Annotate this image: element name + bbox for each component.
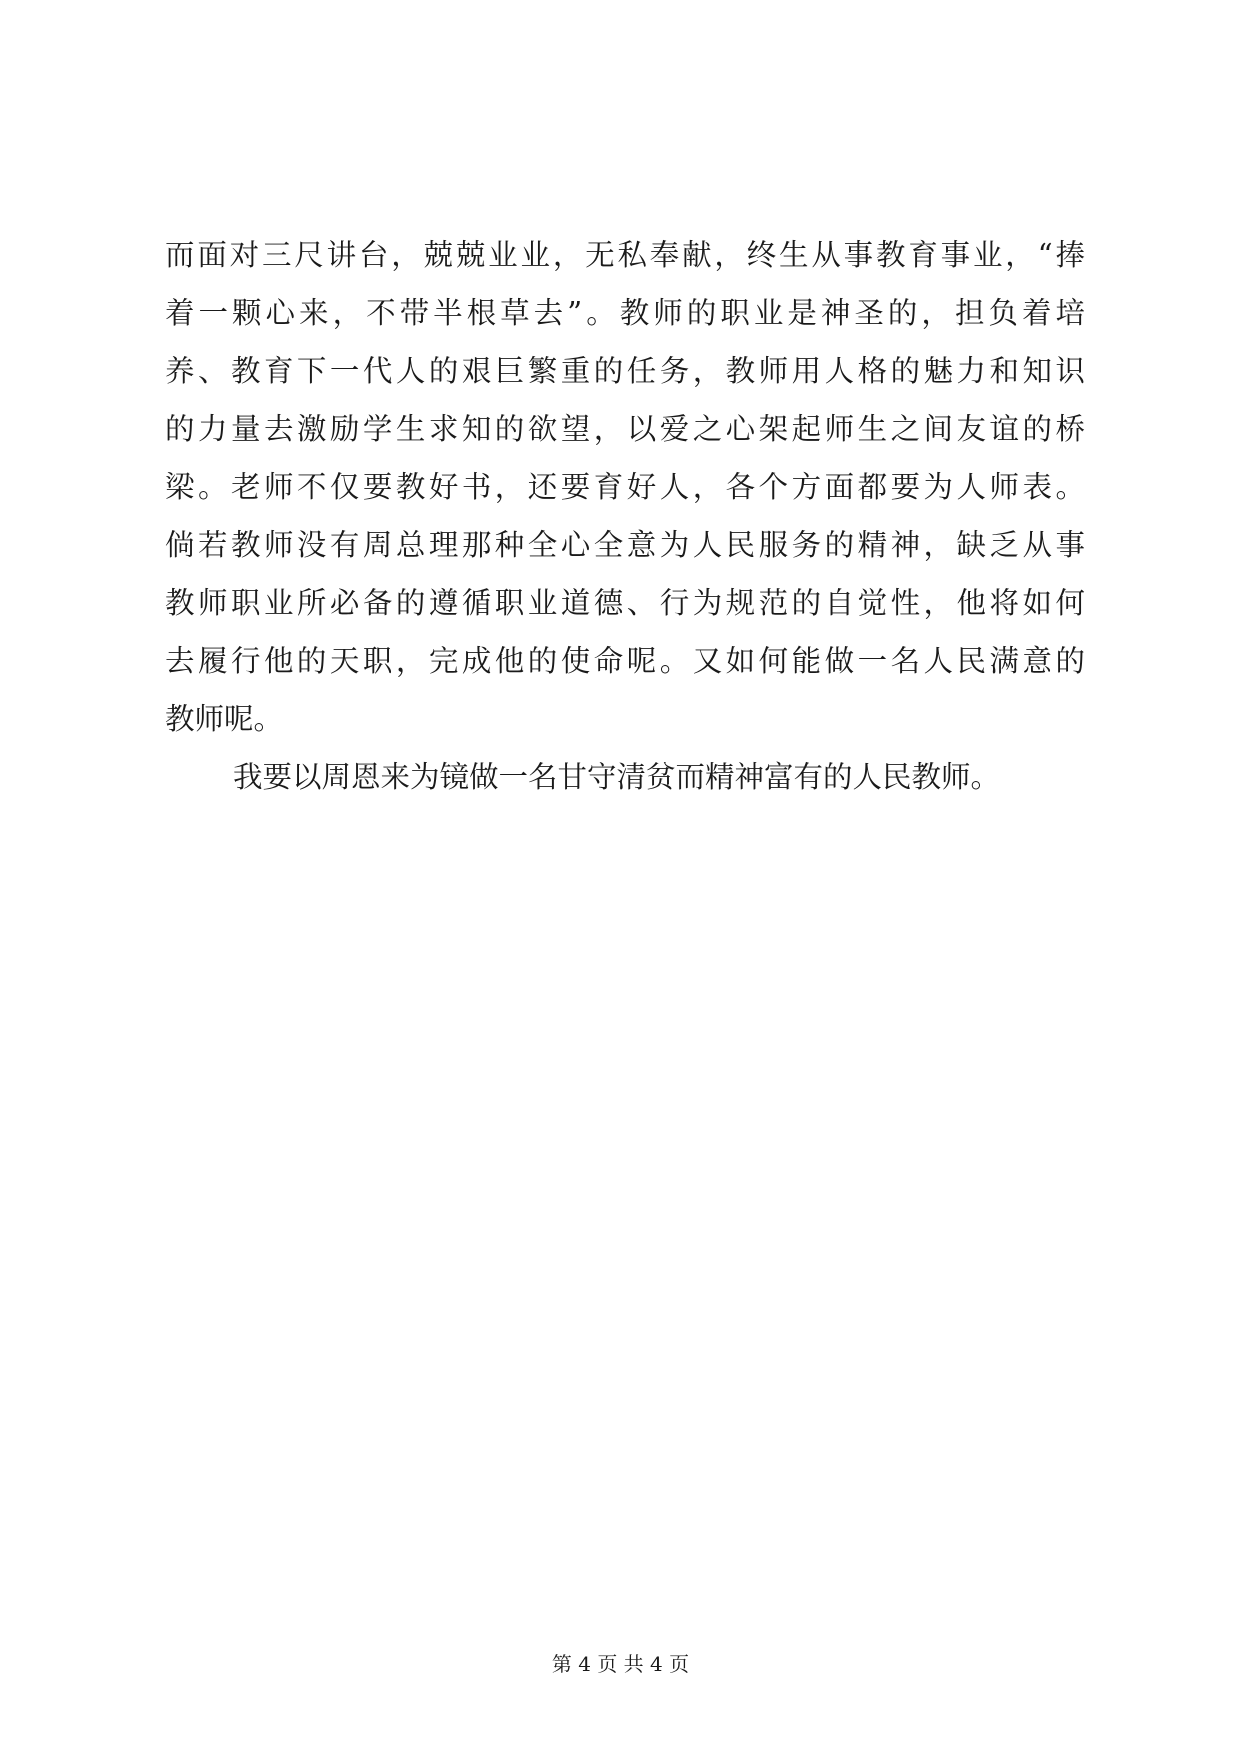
text-line: 养、教育下一代人的艰巨繁重的任务，教师用人格的魅力和知识 <box>165 354 1085 388</box>
text-line: 教师职业所必备的遵循职业道德、行为规范的自觉性，他将如何 <box>165 586 1085 620</box>
text-line: 梁。老师不仅要教好书，还要育好人，各个方面都要为人师表。 <box>165 470 1085 504</box>
text-line: 的力量去激励学生求知的欲望，以爱之心架起师生之间友谊的桥 <box>165 412 1085 446</box>
text-line: 我要以周恩来为镜做一名甘守清贫而精神富有的人民教师。 <box>233 760 1001 794</box>
text-line: 着一颗心来，不带半根草去”。教师的职业是神圣的，担负着培 <box>165 296 1085 330</box>
text-line: 教师呢。 <box>165 702 284 736</box>
paragraph-1 <box>165 226 1085 748</box>
paragraph-2 <box>165 748 1085 806</box>
body-text <box>165 226 1085 806</box>
text-line: 倘若教师没有周总理那种全心全意为人民服务的精神，缺乏从事 <box>165 528 1085 562</box>
text-line: 而面对三尺讲台，兢兢业业，无私奉献，终生从事教育事业，“捧 <box>165 238 1085 272</box>
text-line: 去履行他的天职，完成他的使命呢。又如何能做一名人民满意的 <box>165 644 1085 678</box>
page-number-footer: 第 4 页 共 4 页 <box>551 1652 690 1676</box>
